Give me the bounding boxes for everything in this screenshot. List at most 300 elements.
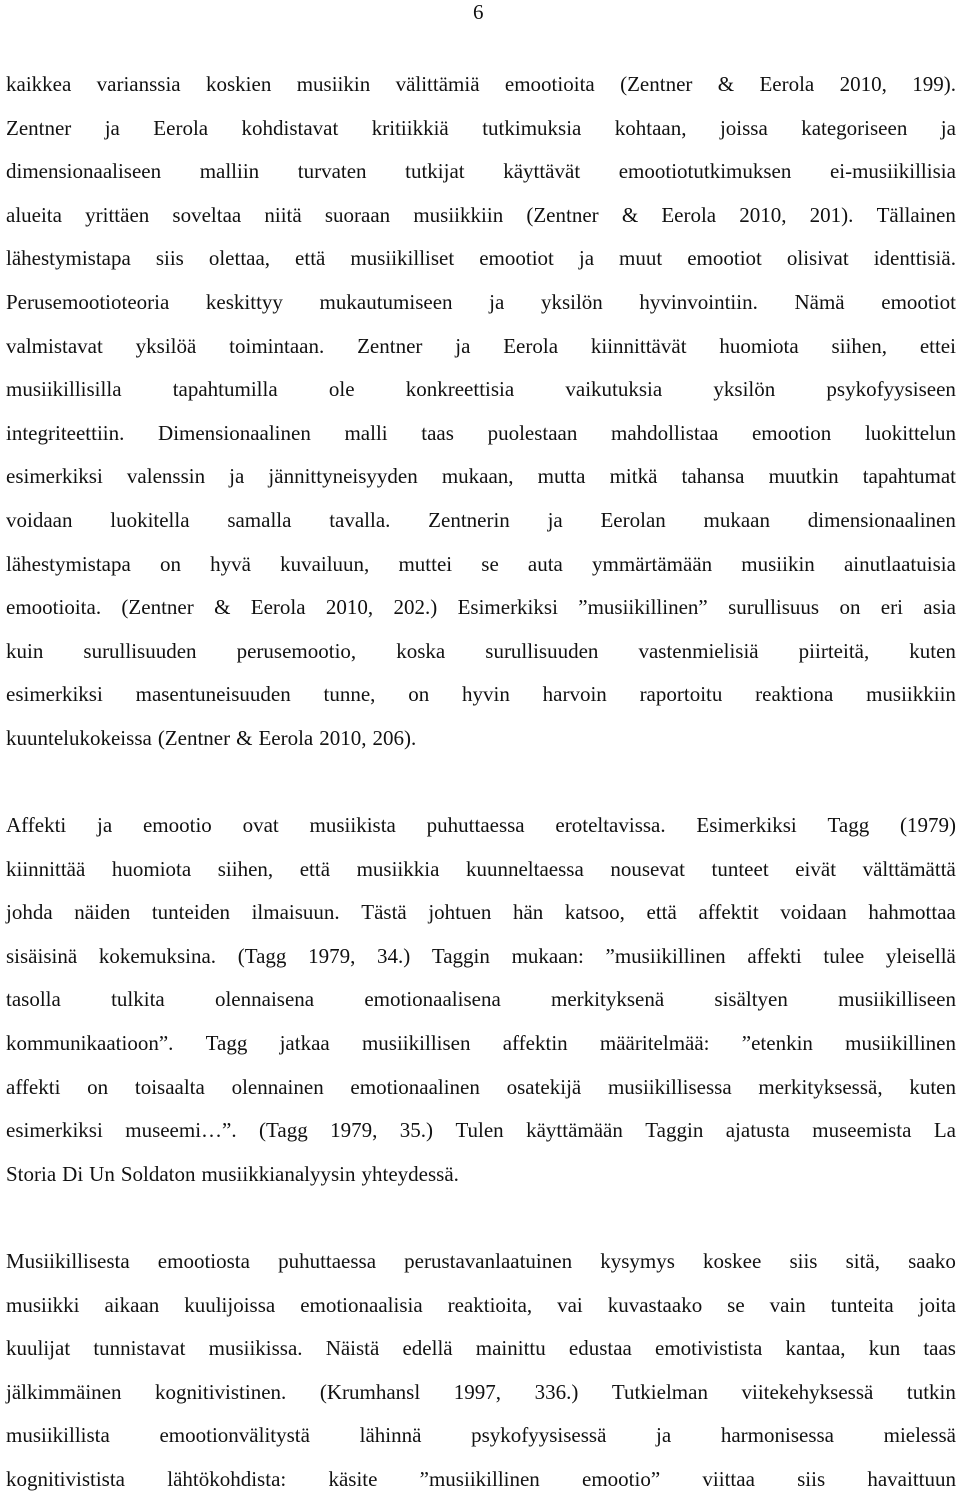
word: tunteita bbox=[830, 1292, 894, 1317]
paragraph-gap bbox=[6, 761, 956, 805]
word: affektin bbox=[502, 1031, 568, 1056]
word: ”musiikillinen” bbox=[578, 595, 708, 620]
word: Perusemootioteoria bbox=[6, 289, 170, 314]
word: ja bbox=[455, 333, 471, 358]
word: psykofyysisessä bbox=[471, 1423, 607, 1448]
word: valmistavat bbox=[6, 333, 103, 358]
word: psykofyysiseen bbox=[826, 377, 956, 402]
word: hyvinvointiin. bbox=[639, 289, 758, 314]
word: että bbox=[299, 856, 331, 881]
word: 201). bbox=[809, 202, 854, 227]
word: havaittuun bbox=[867, 1467, 956, 1491]
word: puhuttaessa bbox=[278, 1249, 377, 1274]
word: viitekehyksessä bbox=[741, 1379, 874, 1404]
word: tunteet bbox=[711, 856, 769, 881]
word: taas bbox=[923, 1336, 956, 1361]
word: emootiot bbox=[881, 289, 956, 314]
word: musiikillinen bbox=[845, 1031, 956, 1056]
word: joita bbox=[918, 1292, 956, 1317]
word: Esimerkiksi bbox=[696, 813, 797, 838]
word: muttei bbox=[398, 551, 453, 576]
word: edellä bbox=[402, 1336, 453, 1361]
word: 2010, bbox=[325, 595, 374, 620]
word: Taggin bbox=[645, 1118, 704, 1143]
text-line bbox=[6, 586, 956, 630]
word: johda bbox=[6, 900, 53, 925]
word: masentuneisuuden bbox=[135, 682, 291, 707]
word: se bbox=[481, 551, 499, 576]
word: reaktioita, bbox=[447, 1292, 533, 1317]
word: emootiotutkimuksen bbox=[618, 159, 792, 184]
word: Zentnerin bbox=[428, 507, 510, 532]
word: affekti bbox=[747, 943, 802, 968]
text-line bbox=[6, 237, 956, 281]
word: kuvastaako bbox=[607, 1292, 703, 1317]
word: kognitivistista bbox=[6, 1467, 126, 1491]
word: tunne, bbox=[323, 682, 376, 707]
word: Tagg bbox=[205, 1031, 248, 1056]
word: raportoitu bbox=[639, 682, 723, 707]
word: ja bbox=[489, 289, 505, 314]
word: dimensionaalinen bbox=[807, 507, 956, 532]
word: ainutlaatuisia bbox=[843, 551, 956, 576]
word: harmonisessa bbox=[720, 1423, 834, 1448]
word: Tällainen bbox=[876, 202, 956, 227]
word: kategoriseen bbox=[801, 115, 908, 140]
word: (Zentner bbox=[157, 725, 231, 750]
word: piirteitä, bbox=[798, 638, 870, 663]
word: kaikkea bbox=[6, 72, 72, 96]
word: kognitivistinen. bbox=[155, 1379, 287, 1404]
text-line bbox=[6, 1414, 956, 1458]
word: kuulijat bbox=[6, 1336, 71, 1361]
word: (1979) bbox=[900, 813, 956, 838]
text-line bbox=[6, 630, 956, 674]
word: Affekti bbox=[6, 813, 67, 838]
word: yrittäen bbox=[85, 202, 150, 227]
word: kritiikkiä bbox=[371, 115, 449, 140]
word: 2010, bbox=[319, 725, 367, 750]
text-line bbox=[6, 368, 956, 412]
word: museemi…”. bbox=[125, 1118, 237, 1143]
word: joissa bbox=[719, 115, 768, 140]
word: ja bbox=[229, 464, 245, 489]
word: surullisuuden bbox=[83, 638, 197, 663]
text-line bbox=[6, 673, 956, 717]
word: Nämä bbox=[794, 289, 845, 314]
word: siihen, bbox=[831, 333, 887, 358]
word: nousevat bbox=[610, 856, 685, 881]
word: surullisuus bbox=[728, 595, 820, 620]
word: 34.) bbox=[376, 943, 411, 968]
word: affektit bbox=[698, 900, 759, 925]
page-number-text: 6 bbox=[473, 0, 484, 24]
word: kuulijoissa bbox=[184, 1292, 276, 1317]
word: tavalla. bbox=[329, 507, 391, 532]
word: musiikillisessa bbox=[607, 1074, 732, 1099]
word: dimensionaaliseen bbox=[6, 159, 162, 184]
word: emotionaalisia bbox=[300, 1292, 423, 1317]
word: emootioita. bbox=[6, 595, 102, 620]
word: & bbox=[214, 595, 231, 620]
word: tapahtumat bbox=[862, 464, 956, 489]
word: kohdistavat bbox=[241, 115, 339, 140]
word: koskee bbox=[703, 1249, 762, 1274]
word: Eerola bbox=[250, 595, 306, 620]
word: siis bbox=[797, 1467, 826, 1491]
word: emotivistista bbox=[655, 1336, 763, 1361]
word: ”musiikillinen bbox=[605, 943, 726, 968]
word: Musiikillisesta bbox=[6, 1249, 130, 1274]
word: (Zentner bbox=[620, 72, 693, 96]
word: toisaalta bbox=[134, 1074, 205, 1099]
word: yksilön bbox=[540, 289, 603, 314]
word: kuvailuun, bbox=[280, 551, 370, 576]
word: musiikkiin bbox=[866, 682, 956, 707]
word: 1997, bbox=[453, 1379, 501, 1404]
word: ilmaisuun. bbox=[251, 900, 340, 925]
word: mahdollistaa bbox=[611, 420, 719, 445]
word: (Krumhansl bbox=[319, 1379, 421, 1404]
word: Eerola bbox=[503, 333, 559, 358]
word: kuuntelukokeissa bbox=[6, 725, 152, 750]
word: johtuen bbox=[428, 900, 492, 925]
word: Tulen bbox=[455, 1118, 504, 1143]
word: musiikkia bbox=[356, 856, 440, 881]
word: tulee bbox=[823, 943, 865, 968]
word: sisältyen bbox=[714, 987, 788, 1012]
word: Tagg bbox=[827, 813, 870, 838]
word: ja bbox=[547, 507, 563, 532]
text-line bbox=[6, 412, 956, 456]
word: musiikissa. bbox=[208, 1336, 303, 1361]
text-line bbox=[6, 325, 956, 369]
word: siis bbox=[155, 246, 184, 271]
word: La bbox=[933, 1118, 956, 1143]
word: musiikillisilla bbox=[6, 377, 122, 402]
word: Storia bbox=[6, 1161, 57, 1186]
word: huomiota bbox=[719, 333, 799, 358]
word: Zentner bbox=[6, 115, 72, 140]
word: ja bbox=[578, 246, 595, 271]
word: yhteydessä. bbox=[361, 1161, 459, 1186]
word: on bbox=[159, 551, 181, 576]
word: puolestaan bbox=[487, 420, 578, 445]
word: musiikillisen bbox=[361, 1031, 471, 1056]
word: tahansa bbox=[681, 464, 745, 489]
paragraph-2 bbox=[6, 804, 956, 1196]
word: hyvin bbox=[462, 682, 510, 707]
word: musiikin bbox=[741, 551, 815, 576]
word: malliin bbox=[199, 159, 260, 184]
word: ja bbox=[940, 115, 956, 140]
word: perustavanlaatuinen bbox=[404, 1249, 573, 1274]
word: Un bbox=[89, 1161, 115, 1186]
word: 35.) bbox=[399, 1118, 434, 1143]
word: kuten bbox=[909, 1074, 956, 1099]
word: mukautumiseen bbox=[319, 289, 453, 314]
paragraph-1 bbox=[6, 63, 956, 761]
word: emootioita bbox=[504, 72, 595, 96]
word: Tutkielman bbox=[611, 1379, 708, 1404]
word: kiinnittää bbox=[6, 856, 86, 881]
text-line bbox=[6, 1066, 956, 1110]
word: emotionaalinen bbox=[350, 1074, 480, 1099]
word: & bbox=[717, 72, 735, 96]
word: emootio” bbox=[582, 1467, 661, 1491]
document-body bbox=[6, 63, 956, 1502]
word: luokittelun bbox=[864, 420, 956, 445]
word: valenssin bbox=[126, 464, 206, 489]
word: mukaan: bbox=[511, 943, 584, 968]
word: samalla bbox=[227, 507, 292, 532]
word: Taggin bbox=[431, 943, 490, 968]
word: lähestymistapa bbox=[6, 551, 131, 576]
word: Eerola bbox=[661, 202, 717, 227]
word: asia bbox=[923, 595, 956, 620]
word: edustaa bbox=[568, 1336, 632, 1361]
word: luokitella bbox=[110, 507, 190, 532]
word: katsoo, bbox=[564, 900, 625, 925]
word: lähinnä bbox=[359, 1423, 422, 1448]
word: ettei bbox=[919, 333, 956, 358]
text-line bbox=[6, 1109, 956, 1153]
word: siihen, bbox=[217, 856, 274, 881]
word: käyttävät bbox=[503, 159, 581, 184]
word: että bbox=[646, 900, 677, 925]
text-line bbox=[6, 978, 956, 1022]
word: & bbox=[236, 725, 253, 750]
word: 1979, bbox=[308, 943, 356, 968]
word: auta bbox=[527, 551, 563, 576]
word: koskien bbox=[206, 72, 272, 96]
word: (Zentner bbox=[526, 202, 599, 227]
word: emootiot bbox=[687, 246, 762, 271]
word: 202.) bbox=[393, 595, 438, 620]
text-line bbox=[6, 499, 956, 543]
word: vai bbox=[557, 1292, 583, 1317]
word: emotionaalisena bbox=[364, 987, 501, 1012]
word: musiikki bbox=[6, 1292, 80, 1317]
word: 2010, bbox=[739, 202, 787, 227]
word: hän bbox=[512, 900, 544, 925]
word: merkityksessä, bbox=[758, 1074, 883, 1099]
word: yksilön bbox=[713, 377, 776, 402]
word: näiden bbox=[74, 900, 131, 925]
word: tulkita bbox=[111, 987, 165, 1012]
word: esimerkiksi bbox=[6, 464, 103, 489]
word: vastenmielisiä bbox=[638, 638, 759, 663]
word: vain bbox=[769, 1292, 806, 1317]
word: kiinnittävät bbox=[590, 333, 687, 358]
word: määritelmää: bbox=[599, 1031, 710, 1056]
text-line bbox=[6, 543, 956, 587]
word: malli bbox=[344, 420, 388, 445]
word: välittämiä bbox=[395, 72, 480, 96]
word: Eerola bbox=[153, 115, 209, 140]
word: emootion bbox=[751, 420, 832, 445]
word: perusemootio, bbox=[236, 638, 357, 663]
word: emootiosta bbox=[157, 1249, 250, 1274]
word: voidaan bbox=[780, 900, 847, 925]
word: kuunneltaessa bbox=[465, 856, 584, 881]
word: varianssia bbox=[96, 72, 181, 96]
text-line bbox=[6, 150, 956, 194]
word: voidaan bbox=[6, 507, 73, 532]
word: saako bbox=[908, 1249, 956, 1274]
word: kuin bbox=[6, 638, 44, 663]
word: esimerkiksi bbox=[6, 1118, 103, 1143]
word: ajatusta bbox=[725, 1118, 790, 1143]
word: taas bbox=[421, 420, 454, 445]
word: käyttämään bbox=[526, 1118, 623, 1143]
word: jälkimmäinen bbox=[6, 1379, 122, 1404]
word: 1979, bbox=[330, 1118, 378, 1143]
word: huomiota bbox=[111, 856, 192, 881]
text-line bbox=[6, 63, 956, 107]
word: olennainen bbox=[231, 1074, 324, 1099]
word: tapahtumilla bbox=[172, 377, 278, 402]
word: Eerolan bbox=[600, 507, 666, 532]
word: käsite bbox=[328, 1467, 378, 1491]
text-line bbox=[6, 1240, 956, 1284]
word: identtisiä. bbox=[873, 246, 956, 271]
word: Zentner bbox=[357, 333, 423, 358]
word: viittaa bbox=[702, 1467, 755, 1491]
word: tutkimuksia bbox=[482, 115, 582, 140]
word: tunteiden bbox=[151, 900, 230, 925]
word: muut bbox=[619, 246, 663, 271]
word: kysymys bbox=[600, 1249, 675, 1274]
word: (Tagg bbox=[259, 1118, 308, 1143]
word: soveltaa bbox=[172, 202, 242, 227]
word: eri bbox=[880, 595, 903, 620]
word: olennaisena bbox=[214, 987, 315, 1012]
word: sitä, bbox=[845, 1249, 880, 1274]
text-line bbox=[6, 107, 956, 151]
word: aikaan bbox=[104, 1292, 160, 1317]
word: emootiot bbox=[479, 246, 554, 271]
text-line bbox=[6, 281, 956, 325]
word: 199). bbox=[912, 72, 956, 96]
word: eroteltavissa. bbox=[555, 813, 666, 838]
word: että bbox=[295, 246, 326, 271]
word: suoraan bbox=[324, 202, 391, 227]
word: kokemuksina. bbox=[98, 943, 217, 968]
text-line bbox=[6, 891, 956, 935]
text-line bbox=[6, 194, 956, 238]
word: puhuttaessa bbox=[426, 813, 525, 838]
word: siis bbox=[789, 1249, 818, 1274]
word: ja bbox=[656, 1423, 672, 1448]
word: on bbox=[839, 595, 861, 620]
word: lähestymistapa bbox=[6, 246, 131, 271]
word: on bbox=[408, 682, 430, 707]
word: keskittyy bbox=[205, 289, 283, 314]
word: ei-musiikillisia bbox=[829, 159, 956, 184]
word: kun bbox=[868, 1336, 901, 1361]
word: välttämättä bbox=[862, 856, 956, 881]
word: jatkaa bbox=[279, 1031, 330, 1056]
word: Näistä bbox=[325, 1336, 380, 1361]
word: museemista bbox=[812, 1118, 912, 1143]
text-line bbox=[6, 935, 956, 979]
text-line bbox=[6, 1022, 956, 1066]
word: sisäisinä bbox=[6, 943, 78, 968]
text-line bbox=[6, 1371, 956, 1415]
word: tutkijat bbox=[405, 159, 465, 184]
word: Di bbox=[62, 1161, 84, 1186]
word: Soldaton bbox=[120, 1161, 196, 1186]
word: (Zentner bbox=[121, 595, 194, 620]
word: & bbox=[621, 202, 639, 227]
word: ole bbox=[328, 377, 355, 402]
word: musiikin bbox=[296, 72, 371, 96]
text-line bbox=[6, 717, 956, 761]
word: affekti bbox=[6, 1074, 61, 1099]
word: (Tagg bbox=[237, 943, 287, 968]
word: ”musiikillinen bbox=[419, 1467, 540, 1491]
word: mutta bbox=[537, 464, 586, 489]
text-line bbox=[6, 455, 956, 499]
word: ja bbox=[104, 115, 120, 140]
word: mukaan bbox=[703, 507, 770, 532]
word: Tästä bbox=[361, 900, 407, 925]
word: turvaten bbox=[297, 159, 367, 184]
word: konkreettisia bbox=[405, 377, 515, 402]
word: mainittu bbox=[475, 1336, 546, 1361]
word: emootio bbox=[142, 813, 212, 838]
word: Dimensionaalinen bbox=[158, 420, 311, 445]
word: osatekijä bbox=[506, 1074, 582, 1099]
word: tasolla bbox=[6, 987, 61, 1012]
text-line bbox=[6, 848, 956, 892]
word: 206). bbox=[372, 725, 417, 750]
word: kantaa, bbox=[785, 1336, 846, 1361]
word: Eerola bbox=[258, 725, 314, 750]
word: musiikkiin bbox=[413, 202, 504, 227]
word: niitä bbox=[264, 202, 302, 227]
word: Esimerkiksi bbox=[457, 595, 558, 620]
word: integriteettiin. bbox=[6, 420, 125, 445]
word: reaktiona bbox=[755, 682, 834, 707]
word: olettaa, bbox=[208, 246, 271, 271]
word: koska bbox=[396, 638, 446, 663]
word: kohtaan, bbox=[614, 115, 687, 140]
word: olisivat bbox=[786, 246, 849, 271]
word: lähtökohdista: bbox=[167, 1467, 287, 1491]
word: jännittyneisyyden bbox=[268, 464, 418, 489]
text-line bbox=[6, 1153, 956, 1197]
word: on bbox=[87, 1074, 109, 1099]
word: musiikilliset bbox=[350, 246, 455, 271]
word: ovat bbox=[242, 813, 279, 838]
word: hyvä bbox=[210, 551, 251, 576]
word: yleisellä bbox=[885, 943, 956, 968]
word: musiikkianalyysin bbox=[201, 1161, 356, 1186]
text-line bbox=[6, 1327, 956, 1371]
word: musiikillista bbox=[6, 1423, 110, 1448]
word: musiikista bbox=[309, 813, 396, 838]
word: muutkin bbox=[768, 464, 839, 489]
word: surullisuuden bbox=[485, 638, 599, 663]
paragraph-gap bbox=[6, 1196, 956, 1240]
word: emootionvälitystä bbox=[159, 1423, 310, 1448]
word: yksilöä bbox=[135, 333, 197, 358]
word: 336.) bbox=[534, 1379, 579, 1404]
word: tutkin bbox=[906, 1379, 956, 1404]
word: ymmärtämään bbox=[592, 551, 713, 576]
